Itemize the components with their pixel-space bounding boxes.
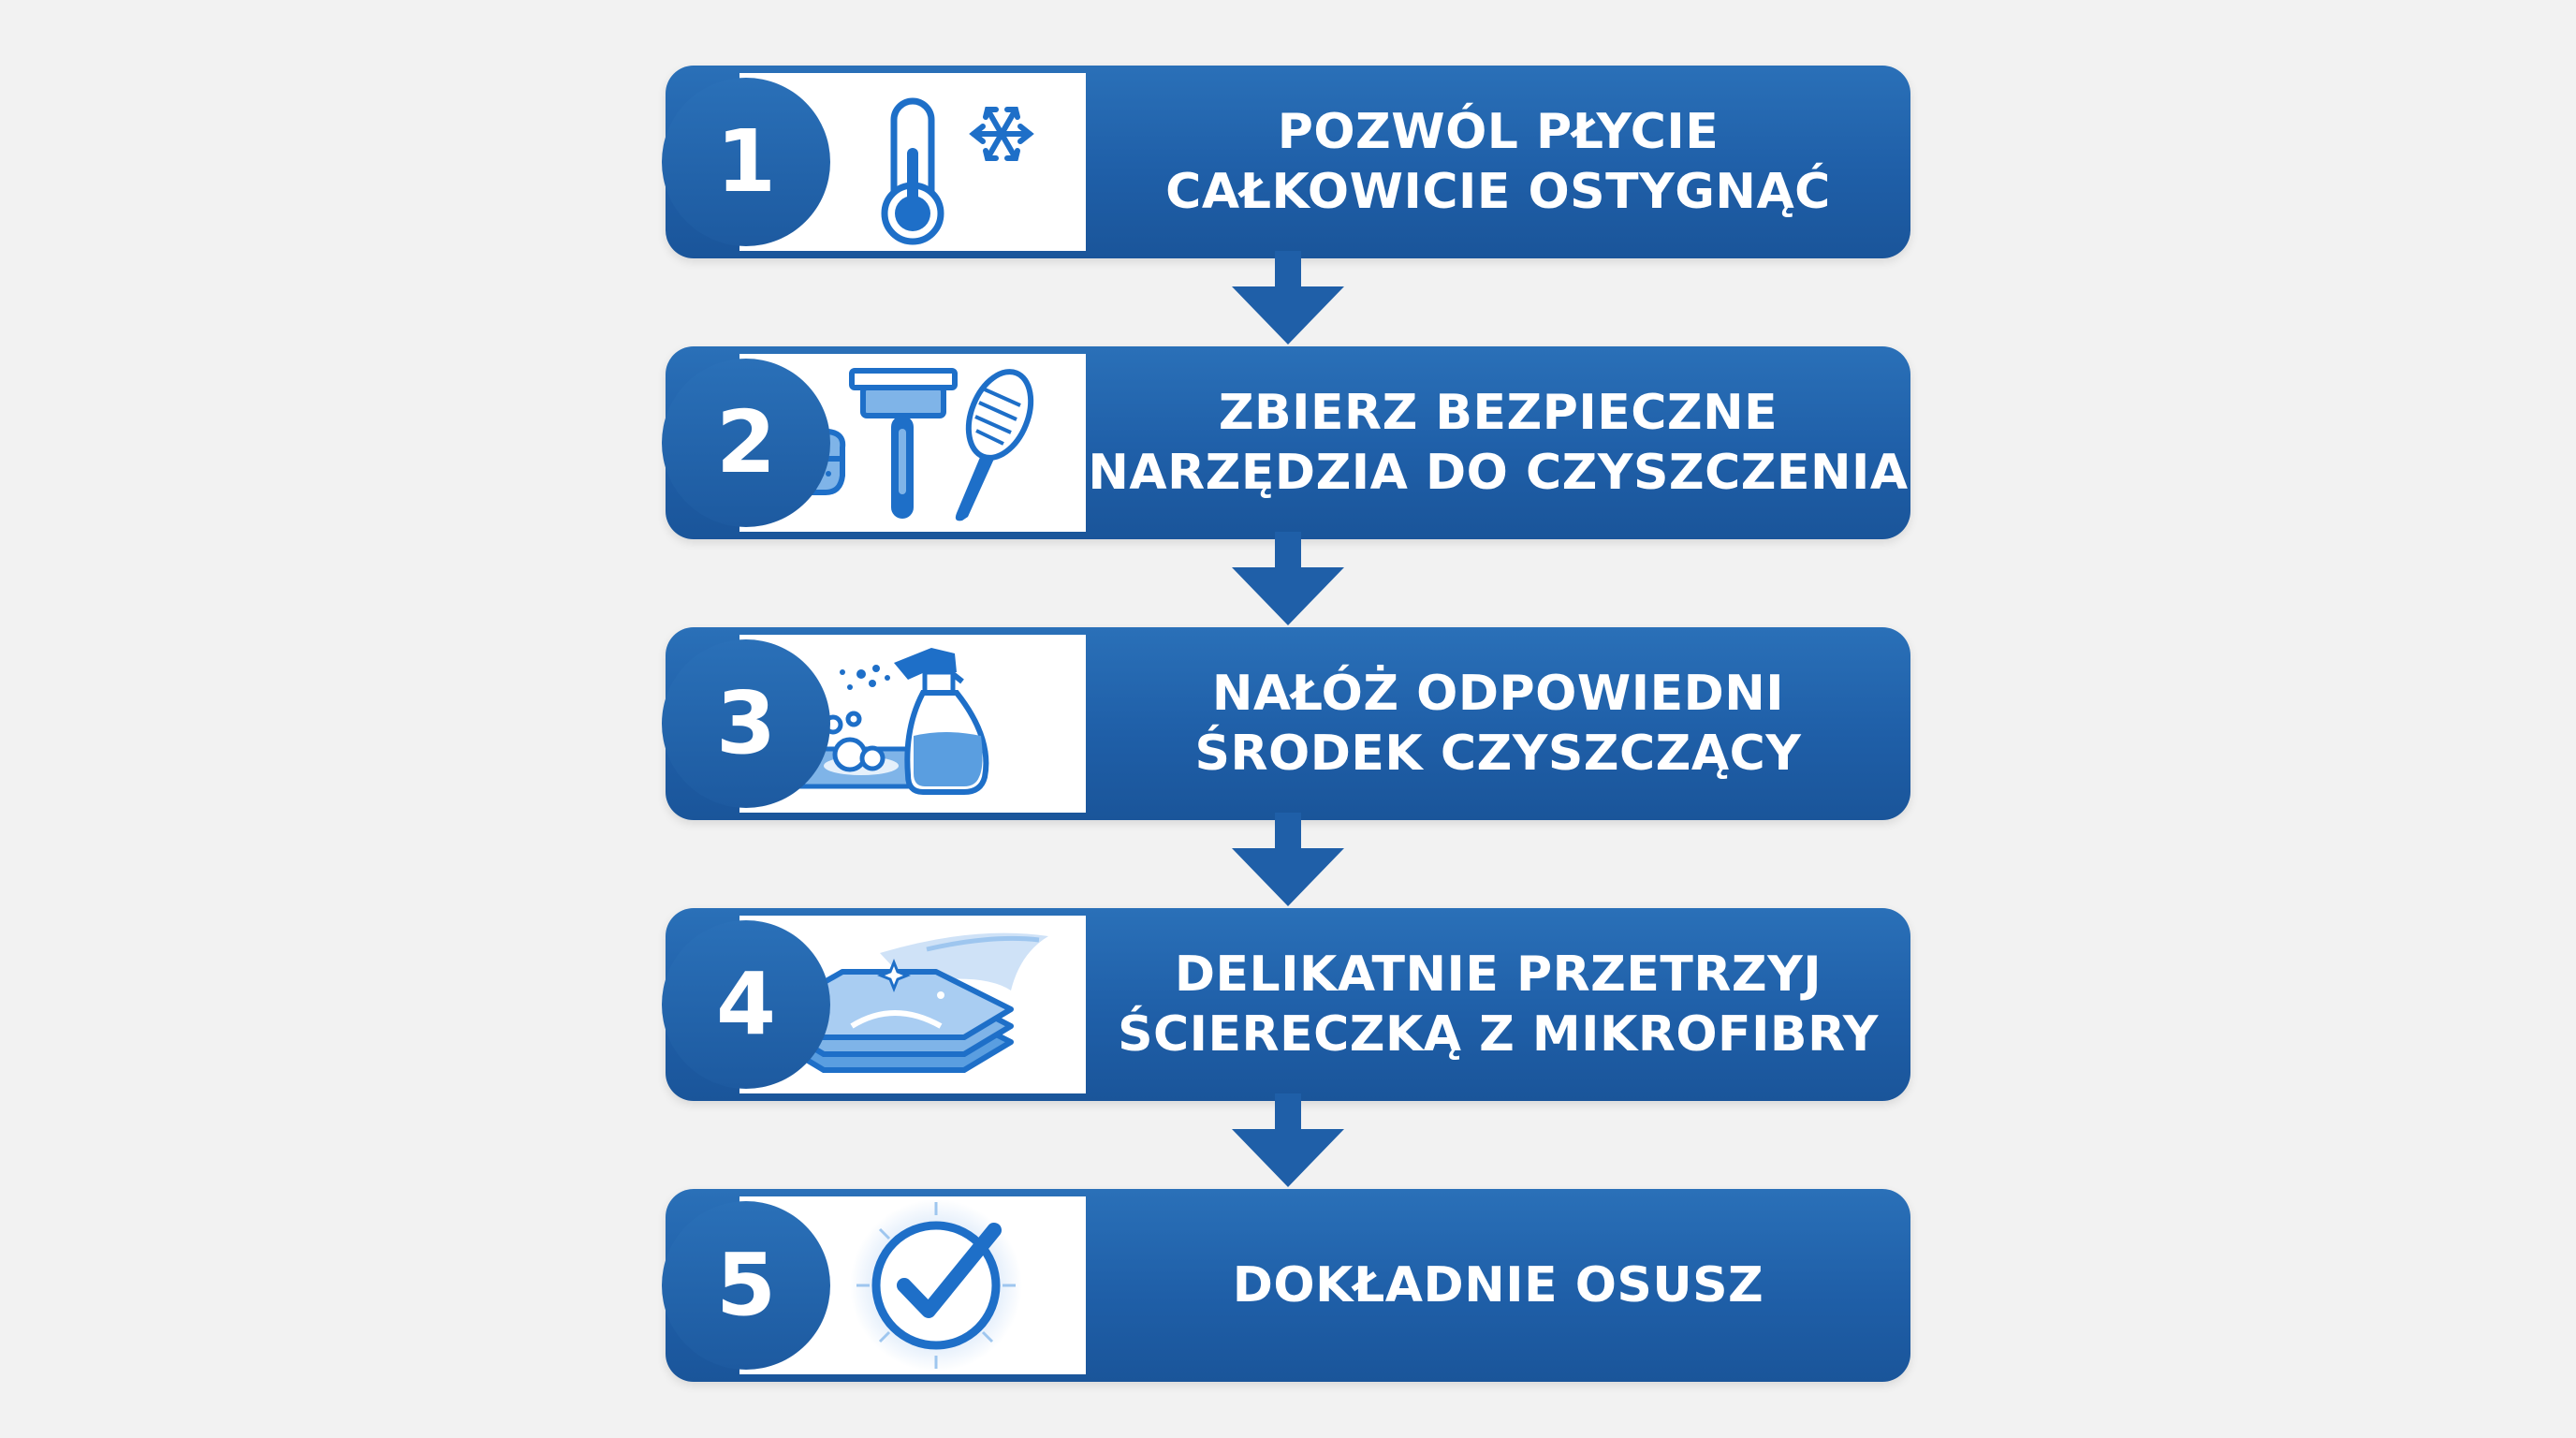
step-3 [666,627,1910,820]
step-label: ZBIERZ BEZPIECZNE NARZĘDZIA DO CZYSZCZENIA [1088,385,1909,501]
step-2-number-badge [662,359,830,527]
thermometer-icon [885,101,941,242]
step-number: 3 [715,673,776,773]
step-1 [666,66,1910,258]
step-3-number-badge [662,639,830,808]
down-arrow-icon [1232,532,1344,625]
step-1-number-badge [662,78,830,246]
snowflake-icon [973,110,1030,158]
down-arrow-icon [1232,1093,1344,1187]
step-4-number-badge [662,920,830,1089]
scraper-icon [852,371,955,519]
step-2 [666,346,1910,539]
step-5-number-badge [662,1201,830,1370]
step-5 [666,1189,1910,1382]
step-4 [666,908,1910,1101]
step-label: NAŁÓŻ ODPOWIEDNI ŚRODEK CZYSZCZĄCY [1194,666,1802,782]
spray-mist-icon [840,665,890,690]
bubbles-icon [826,713,883,770]
brush-icon [956,362,1043,521]
step-number: 2 [715,392,776,492]
step-label: POZWÓL PŁYCIE CAŁKOWICIE OSTYGNĄĆ [1165,104,1831,220]
step-label: DOKŁADNIE OSUSZ [1232,1257,1764,1313]
step-label: DELIKATNIE PRZETRZYJ ŚCIERECZKĄ Z MIKROFIBRY [1118,946,1879,1063]
down-arrow-icon [1232,813,1344,906]
spray-bottle [894,648,986,792]
step-number: 5 [715,1235,776,1335]
step-number: 1 [715,111,776,212]
down-arrow-icon [1232,251,1344,345]
step-number: 4 [715,954,776,1054]
